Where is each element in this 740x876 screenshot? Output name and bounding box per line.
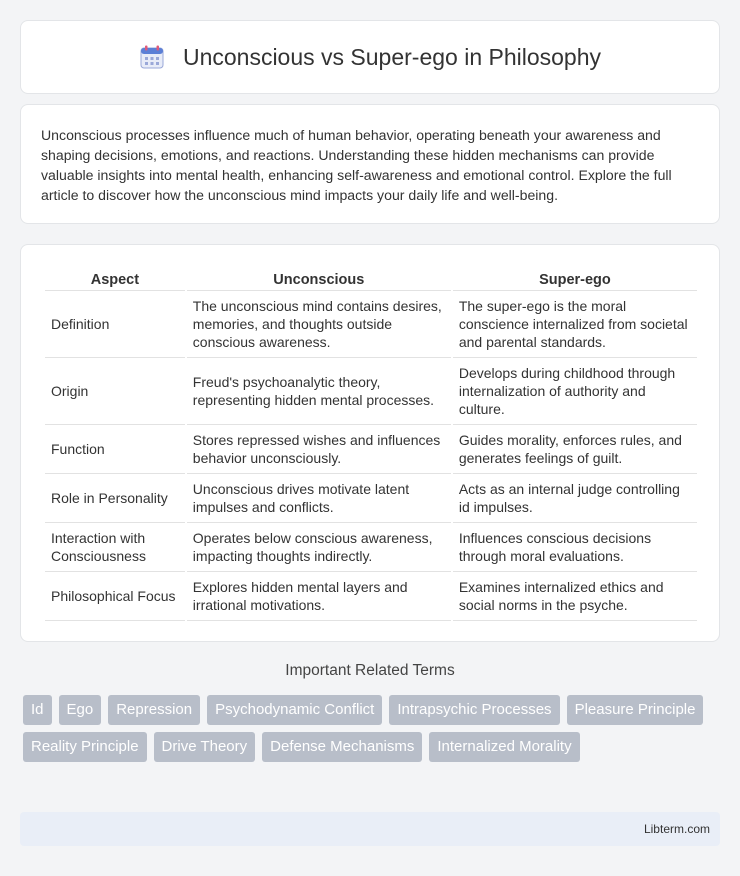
header-superego: Super-ego bbox=[453, 265, 697, 291]
tag-defense-mechanisms[interactable]: Defense Mechanisms bbox=[262, 732, 422, 762]
superego-cell: Examines internalized ethics and social norms in the psyche. bbox=[453, 572, 697, 621]
related-tags bbox=[23, 695, 723, 762]
table-row bbox=[45, 474, 697, 523]
tag-drive-theory[interactable]: Drive Theory bbox=[154, 732, 256, 762]
comparison-table-card bbox=[20, 244, 720, 642]
unconscious-cell: Freud's psychoanalytic theory, representing hidden mental processes. bbox=[187, 358, 451, 425]
table-row bbox=[45, 572, 697, 621]
tag-id[interactable]: Id bbox=[23, 695, 52, 725]
aspect-cell: Origin bbox=[45, 358, 185, 425]
table-header-row bbox=[45, 265, 697, 291]
unconscious-cell: Explores hidden mental layers and irrational motivations. bbox=[187, 572, 451, 621]
tag-reality-principle[interactable]: Reality Principle bbox=[23, 732, 147, 762]
footer-site-link[interactable]: Libterm.com bbox=[643, 822, 710, 836]
aspect-cell: Function bbox=[45, 425, 185, 474]
table-row bbox=[45, 358, 697, 425]
tag-ego[interactable]: Ego bbox=[59, 695, 102, 725]
comparison-table bbox=[43, 265, 699, 621]
header-unconscious: Unconscious bbox=[187, 265, 451, 291]
superego-cell: Develops during childhood through internalization of authority and culture. bbox=[453, 358, 697, 425]
superego-cell: Influences conscious decisions through moral evaluations. bbox=[453, 523, 697, 572]
page-title: Unconscious vs Super-ego in Philosophy bbox=[182, 43, 602, 70]
aspect-cell: Role in Personality bbox=[45, 474, 185, 523]
calendar-icon bbox=[139, 44, 165, 70]
header-card bbox=[20, 20, 720, 94]
aspect-cell: Philosophical Focus bbox=[45, 572, 185, 621]
title-wrap bbox=[139, 44, 601, 71]
table-row bbox=[45, 291, 697, 358]
superego-cell: The super-ego is the moral conscience internalized from societal and parental standards. bbox=[453, 291, 697, 358]
table-row bbox=[45, 523, 697, 572]
aspect-cell: Definition bbox=[45, 291, 185, 358]
tag-repression[interactable]: Repression bbox=[108, 695, 200, 725]
header-aspect: Aspect bbox=[45, 265, 185, 291]
intro-paragraph: Unconscious processes influence much of human behavior, operating beneath your awareness and shaping decisions, emotions, and reactions. Understanding these hidden mechanisms can provide valuable insights into mental health, enhancing self-awareness and emotional control. Explore the full article to discover how the unconscious mind impacts your daily life and well-being. bbox=[41, 127, 672, 203]
tag-psychodynamic-conflict[interactable]: Psychodynamic Conflict bbox=[207, 695, 382, 725]
unconscious-cell: The unconscious mind contains desires, memories, and thoughts outside conscious awareness. bbox=[187, 291, 451, 358]
tag-intrapsychic-processes[interactable]: Intrapsychic Processes bbox=[389, 695, 559, 725]
superego-cell: Guides morality, enforces rules, and generates feelings of guilt. bbox=[453, 425, 697, 474]
tag-pleasure-principle[interactable]: Pleasure Principle bbox=[567, 695, 704, 725]
related-terms-title: Important Related Terms bbox=[285, 662, 455, 679]
superego-cell: Acts as an internal judge controlling id impulses. bbox=[453, 474, 697, 523]
aspect-cell: Interaction with Consciousness bbox=[45, 523, 185, 572]
unconscious-cell: Unconscious drives motivate latent impulses and conflicts. bbox=[187, 474, 451, 523]
unconscious-cell: Stores repressed wishes and influences behavior unconsciously. bbox=[187, 425, 451, 474]
footer bbox=[20, 812, 720, 846]
tag-internalized-morality[interactable]: Internalized Morality bbox=[429, 732, 579, 762]
unconscious-cell: Operates below conscious awareness, impacting thoughts indirectly. bbox=[187, 523, 451, 572]
intro-card bbox=[20, 104, 720, 224]
table-row bbox=[45, 425, 697, 474]
